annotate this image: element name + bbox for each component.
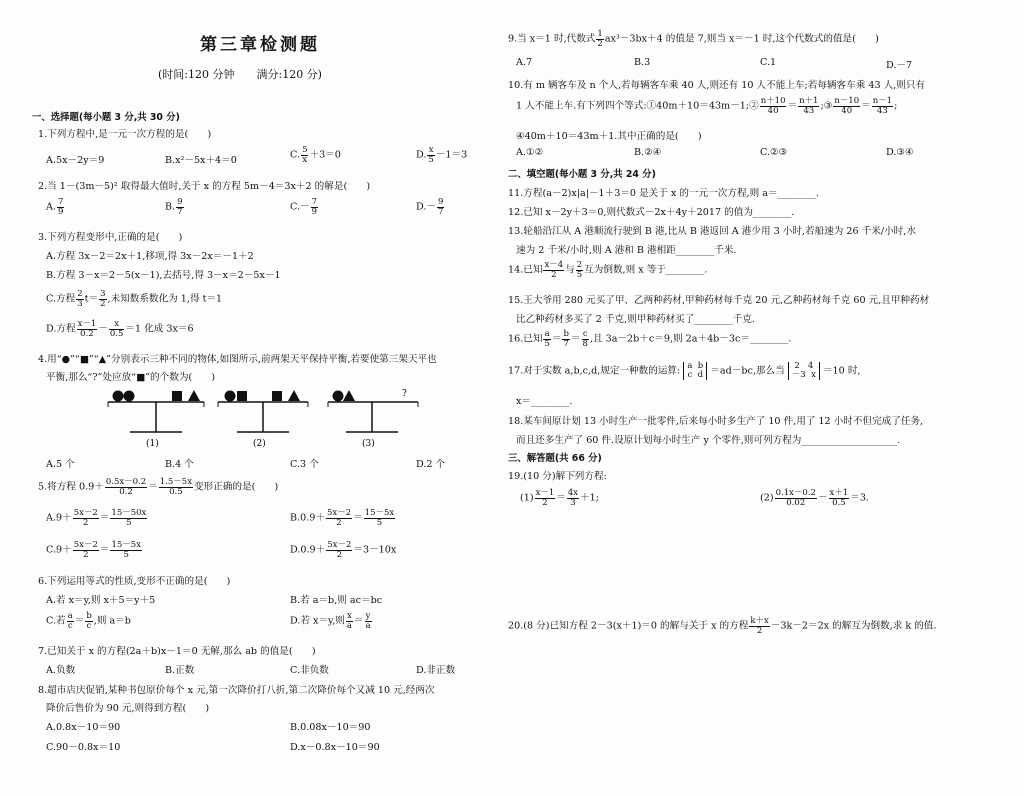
q3-option-a: A.方程 3x－2＝2x＋1,移项,得 3x－2x＝－1＋2: [46, 251, 254, 262]
question-15-line2: 比乙种药材多买了 2 千克,则甲种药材买了________千克.: [516, 314, 755, 325]
question-13-line1: 13.轮船沿江从 A 港顺流行驶到 B 港,比从 B 港返回 A 港少用 3 小时,若船速为 26 千米/小时,水: [508, 226, 916, 237]
q2-option-a: A. $\frac{7}{9}$: [46, 197, 64, 217]
question-4-stem-line1: 4.用“●”“■”“▲”分别表示三种不同的物体,如图所示,前两架天平保持平衡,若要使第三架天平也: [38, 354, 437, 365]
q7-option-d: D.非正数: [416, 665, 456, 676]
question-9-stem: 9.当 x＝1 时,代数式 $\frac{1}{2}$ ax³－3bx＋4 的值是 7,则当 x＝－1 时,这个代数式的值是( ): [508, 29, 879, 49]
question-3-stem: 3.下列方程变形中,正确的是( ): [38, 232, 183, 243]
question-16: 16.已知 $\frac{a}{5}$ ＝ $\frac{b}{7}$ ＝ $\frac{c}{8}$ ,且 3a－2b＋c＝9,则 2a＋4b－3c＝________.: [508, 329, 792, 349]
page-title: 第三章检测题: [200, 35, 320, 55]
q2-option-c: C.－ $\frac{7}{9}$: [290, 197, 318, 217]
question-13-line2: 速为 2 千米/小时,则 A 港和 B 港相距________千米.: [516, 245, 737, 256]
q1-option-c: C. $\frac{5}{x}$ ＋3＝0: [290, 145, 341, 165]
question-10-stem-line2: 1 人不能上车.有下列四个等式:①40m＋10＝43m－1;② $\frac{n+10}{40}$ ＝ $\frac{n+1}{43}$ ;③ $\frac{n-10}{40}$ ＝ $\frac{n-1}{43}$ ;: [516, 96, 898, 116]
q4-option-c: C.3 个: [290, 459, 319, 470]
q6-option-b: B.若 a＝b,则 ac＝bc: [290, 595, 383, 606]
question-18-line1: 18.某车间原计划 13 小时生产一批零件,后来每小时多生产了 10 件,用了 12 小时不但完成了任务,: [508, 416, 924, 427]
question-10-stem-line3: ④40m＋10＝43m＋1.其中正确的是( ): [516, 131, 702, 142]
q8-option-a: A.0.8x－10＝90: [46, 722, 121, 733]
q3-option-d: D.方程 $\frac{x-1}{0.2}$ － $\frac{x}{0.5}$ ＝1 化成 3x＝6: [46, 319, 194, 339]
q4-option-a: A.5 个: [46, 459, 75, 470]
section-answer-heading: 三、解答题(共 66 分): [508, 453, 602, 464]
q2-option-b: B. $\frac{9}{7}$: [165, 197, 183, 217]
question-20: 20.(8 分)已知方程 2－3(x＋1)＝0 的解与关于 x 的方程 $\frac{k+x}{2}$ －3k－2＝2x 的解互为倒数,求 k 的值.: [508, 616, 937, 636]
question-14: 14.已知 $\frac{x-4}{2}$ 与 $\frac{2}{5}$ 互为倒数,则 x 等于________.: [508, 260, 708, 280]
question-7-stem: 7.已知关于 x 的方程(2a＋b)x－1＝0 无解,那么 ab 的值是( ): [38, 646, 316, 657]
q9-option-d: D.－7: [886, 60, 913, 71]
q10-option-b: B.②④: [634, 147, 662, 158]
q7-option-b: B.正数: [165, 665, 195, 676]
question-1-stem: 1.下列方程中,是一元一次方程的是( ): [38, 129, 212, 140]
q2-option-d: D.－ $\frac{9}{7}$: [416, 197, 444, 217]
q4-option-d: D.2 个: [416, 459, 446, 470]
figure-label-2: (2): [253, 439, 266, 449]
q19-equation-2: (2) $\frac{0.1x-0.2}{0.02}$ － $\frac{x+1}{0.5}$ ＝3.: [760, 488, 869, 508]
q5-option-c: C.9＋ $\frac{5x-2}{2}$ ＝ $\frac{15-5x}{5}$: [46, 540, 141, 560]
q7-option-c: C.非负数: [290, 665, 329, 676]
question-2-stem: 2.当 1－(3m－5)² 取得最大值时,关于 x 的方程 5m－4＝3x＋2 的解是( ): [38, 181, 371, 192]
q7-option-a: A.负数: [46, 665, 76, 676]
question-8-stem-line2: 降价后售价为 90 元,则得到方程( ): [46, 703, 210, 714]
q9-option-a: A.7: [516, 57, 533, 68]
question-17-line1: 17.对于实数 a,b,c,d,规定一种数的运算: a b c d ＝ad－bc,那么当 2 4 －3 x ＝10 时,: [508, 361, 861, 380]
figure-label-3: (3): [362, 439, 375, 449]
q10-option-c: C.②③: [760, 147, 788, 158]
question-19-stem: 19.(10 分)解下列方程:: [508, 471, 607, 482]
determinant-definition: a b c d: [683, 362, 707, 380]
section-fill-heading: 二、填空题(每小题 3 分,共 24 分): [508, 169, 656, 180]
question-11: 11.方程(a－2)x|a|－1＋3＝0 是关于 x 的一元一次方程,则 a＝________.: [508, 188, 819, 199]
q5-option-b: B.0.9＋ $\frac{5x-2}{2}$ ＝ $\frac{15-5x}{5}$: [290, 508, 395, 528]
q10-option-d: D.③④: [886, 147, 914, 158]
figure-label-1: (1): [146, 439, 159, 449]
q9-option-b: B.3: [634, 57, 651, 68]
question-8-stem-line1: 8.超市店庆促销,某种书包原价每个 x 元,第一次降价打八折,第二次降价每个又减 10 元,经两次: [38, 685, 435, 696]
q9-option-c: C.1: [760, 57, 777, 68]
q1-option-d: D. $\frac{x}{5}$ －1＝3: [416, 145, 468, 165]
q8-option-b: B.0.08x－10＝90: [290, 722, 371, 733]
section-choice-heading: 一、选择题(每小题 3 分,共 30 分): [32, 112, 180, 123]
question-15-line1: 15.王大爷用 280 元买了甲、乙两种药材,甲种药材每千克 20 元,乙种药材每千克 60 元,且甲种药材: [508, 295, 930, 306]
page-subtitle: (时间:120 分钟 满分:120 分): [158, 68, 322, 81]
q4-option-b: B.4 个: [165, 459, 194, 470]
balance-scale-3-question-mark: ?: [402, 389, 407, 399]
q1-option-b: B.x²－5x＋4＝0: [165, 155, 237, 166]
q5-option-d: D.0.9＋ $\frac{5x-2}{2}$ ＝3－10x: [290, 540, 397, 560]
question-12: 12.已知 x－2y＋3＝0,则代数式－2x＋4y＋2017 的值为________.: [508, 207, 795, 218]
q3-option-c: C.方程 $\frac{2}{3}$ t＝ $\frac{3}{2}$ ,未知数系数化为 1,得 t＝1: [46, 289, 223, 309]
determinant-given: 2 4 －3 x: [788, 362, 820, 380]
question-5-stem: 5.将方程 0.9＋ $\frac{0.5x-0.2}{0.2}$ ＝ $\frac{1.5-5x}{0.5}$ 变形正确的是( ): [38, 477, 279, 497]
question-4-stem-line2: 平衡,那么“?”处应放“■”的个数为( ): [46, 372, 216, 383]
q8-option-c: C.90－0.8x＝10: [46, 742, 121, 753]
q3-option-b: B.方程 3－x＝2－5(x－1),去括号,得 3－x＝2－5x－1: [46, 270, 281, 281]
balance-scales-figure: [100, 385, 440, 455]
q19-equation-1: (1) $\frac{x-1}{2}$ ＝ $\frac{4x}{3}$ ＋1;: [520, 488, 600, 508]
question-10-stem-line1: 10.有 m 辆客车及 n 个人,若每辆客车乘 40 人,则还有 10 人不能上车;若每辆客车乘 43 人,则只有: [508, 80, 926, 91]
q1-option-a: A.5x－2y＝9: [46, 155, 105, 166]
q10-option-a: A.①②: [516, 147, 544, 158]
q6-option-c: C.若 $\frac{a}{c}$ ＝ $\frac{b}{c}$ ,则 a＝b: [46, 611, 131, 631]
question-17-line2: x＝________.: [516, 396, 573, 407]
q5-option-a: A.9＋ $\frac{5x-2}{2}$ ＝ $\frac{15-50x}{5}$: [46, 508, 147, 528]
question-6-stem: 6.下列运用等式的性质,变形不正确的是( ): [38, 576, 231, 587]
question-18-line2: 而且还多生产了 60 件.设原计划每小时生产 y 个零件,则可列方程为____________________.: [516, 435, 901, 446]
q8-option-d: D.x－0.8x－10＝90: [290, 742, 380, 753]
balance-scale-1: [108, 390, 204, 432]
balance-scale-2: [218, 390, 308, 432]
q6-option-d: D.若 x＝y,则 $\frac{x}{a}$ ＝ $\frac{y}{a}$: [290, 611, 371, 631]
q6-option-a: A.若 x＝y,则 x＋5＝y＋5: [46, 595, 156, 606]
